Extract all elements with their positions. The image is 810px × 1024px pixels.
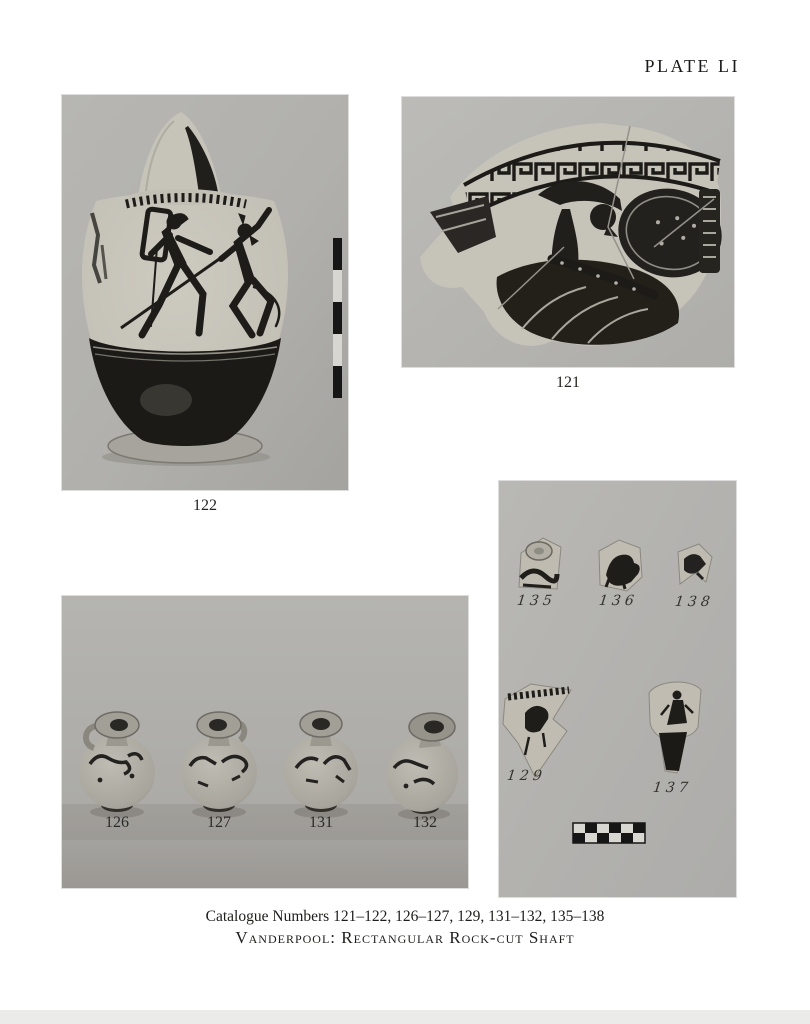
lekythos-photo-art <box>62 95 348 490</box>
scale-bar <box>333 238 342 398</box>
scan-edge-strip <box>0 1010 810 1024</box>
photo-lekythos-122 <box>62 95 348 490</box>
fragment-group-photo-art <box>499 481 736 897</box>
photo-small-vases <box>62 596 468 888</box>
catalogue-number-126: 126 <box>105 814 129 831</box>
handwritten-number-129: 129 <box>506 768 547 784</box>
scale-bar <box>573 823 645 843</box>
shield-strap <box>699 189 720 273</box>
handwritten-number-135: 135 <box>516 593 557 609</box>
photo-fragment-group <box>499 481 736 897</box>
handwritten-number-137: 137 <box>652 780 693 796</box>
handwritten-number-136: 136 <box>598 593 639 609</box>
small-vases-photo-art <box>62 596 468 888</box>
photo-fragment-121 <box>402 97 734 367</box>
figure-label-122: 122 <box>193 497 217 514</box>
author-title-caption: Vanderpool: Rectangular Rock-cut Shaft <box>235 928 575 947</box>
catalogue-number-132: 132 <box>413 814 437 831</box>
fragment-photo-art <box>402 97 734 367</box>
catalogue-number-131: 131 <box>309 814 333 831</box>
fragment-136 <box>599 540 642 591</box>
plate-title: PLATE LI <box>644 56 740 76</box>
catalogue-caption: Catalogue Numbers 121–122, 126–127, 129, 131–132, 135–138 <box>205 908 605 925</box>
handwritten-number-138: 138 <box>674 594 715 610</box>
figure-label-121: 121 <box>556 374 580 391</box>
catalogue-number-127: 127 <box>207 814 231 831</box>
